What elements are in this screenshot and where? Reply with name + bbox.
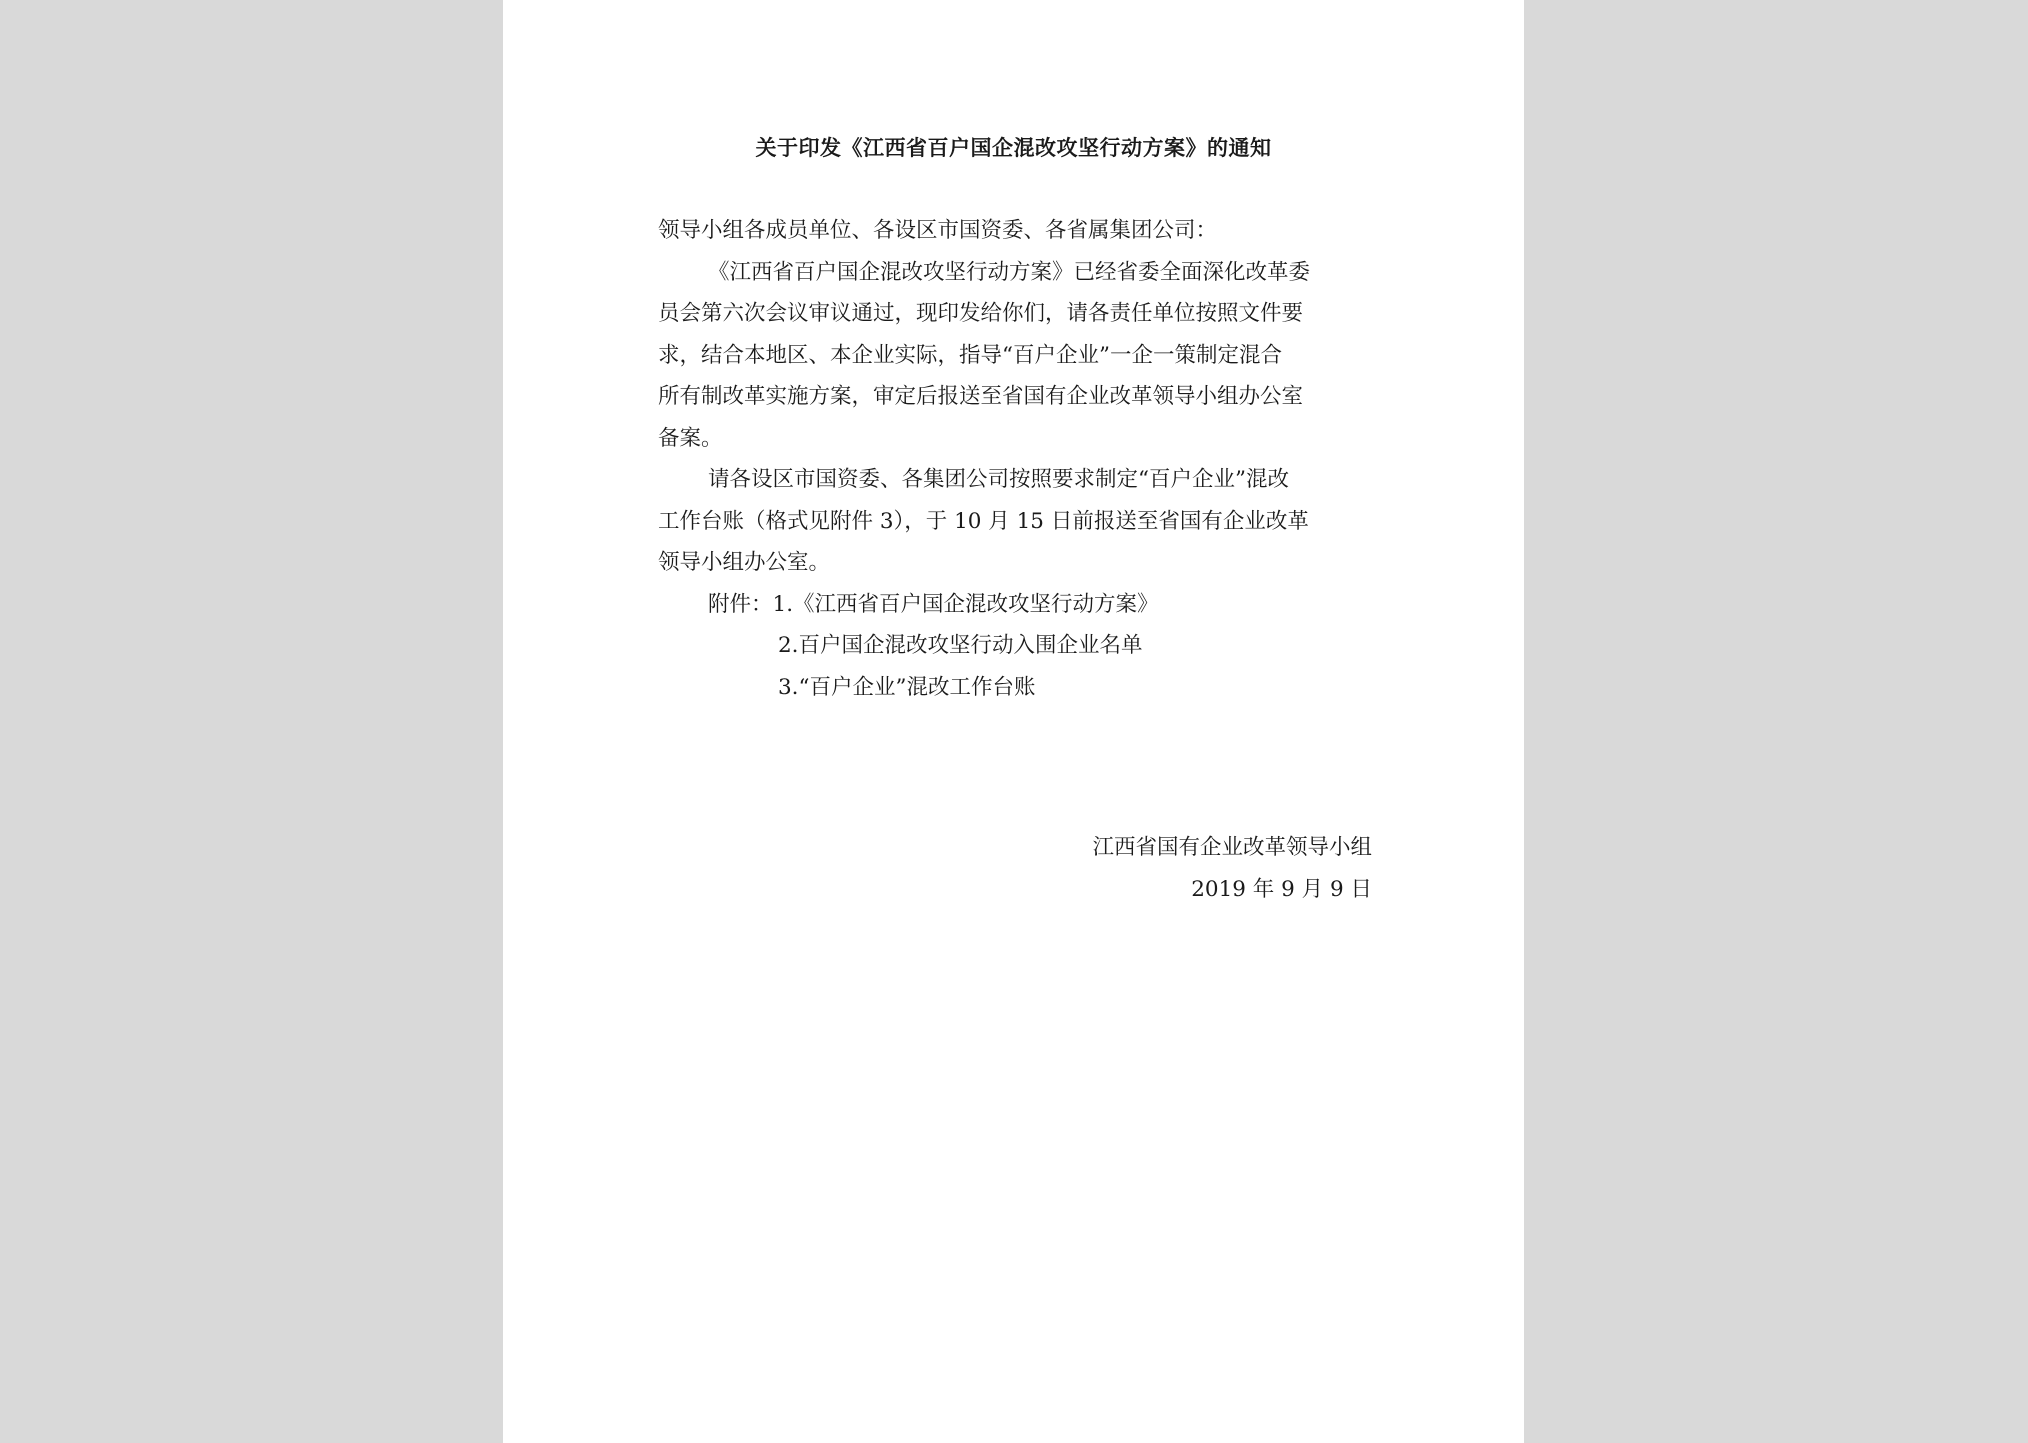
attachment-line [658, 584, 1378, 626]
attachment-item: 1.《江西省百户国企混改攻坚行动方案》 [772, 591, 1159, 617]
document-page [503, 0, 1524, 1443]
attachment-item: 2.百户国企混改攻坚行动入围企业名单 [778, 633, 1143, 658]
paragraph-1-line: 员会第六次会议审议通过，现印发给你们，请各责任单位按照文件要 [658, 301, 1304, 326]
signature-org: 江西省国有企业改革领导小组 [1092, 835, 1372, 860]
paragraph-1-line: 求，结合本地区、本企业实际，指导“百户企业”一企一策制定混合 [658, 342, 1282, 368]
paragraph-1-line: 备案。 [658, 425, 723, 451]
document-title: 关于印发《江西省百户国企混改攻坚行动方案》的通知 [755, 135, 1272, 160]
attachment-item: 3.“百户企业”混改工作台账 [778, 674, 1036, 700]
paragraph-1-line: 《江西省百户国企混改攻坚行动方案》已经省委全面深化改革委 [708, 259, 1311, 285]
paragraph-2-line: 工作台账（格式见附件 3），于 10 月 15 日前报送至省国有企业改革 [658, 508, 1309, 534]
salutation: 领导小组各成员单位、各设区市国资委、各省属集团公司： [658, 218, 1218, 243]
signature-date: 2019 年 9 月 9 日 [1191, 876, 1372, 902]
signature-block [658, 827, 1372, 910]
document-body [658, 210, 1378, 708]
attachments-label: 附件： [708, 591, 773, 617]
paragraph-1-line: 所有制改革实施方案，审定后报送至省国有企业改革领导小组办公室 [658, 384, 1304, 409]
paragraph-2-line: 领导小组办公室。 [658, 550, 831, 575]
paragraph-2-line: 请各设区市国资委、各集团公司按照要求制定“百户企业”混改 [708, 467, 1289, 492]
